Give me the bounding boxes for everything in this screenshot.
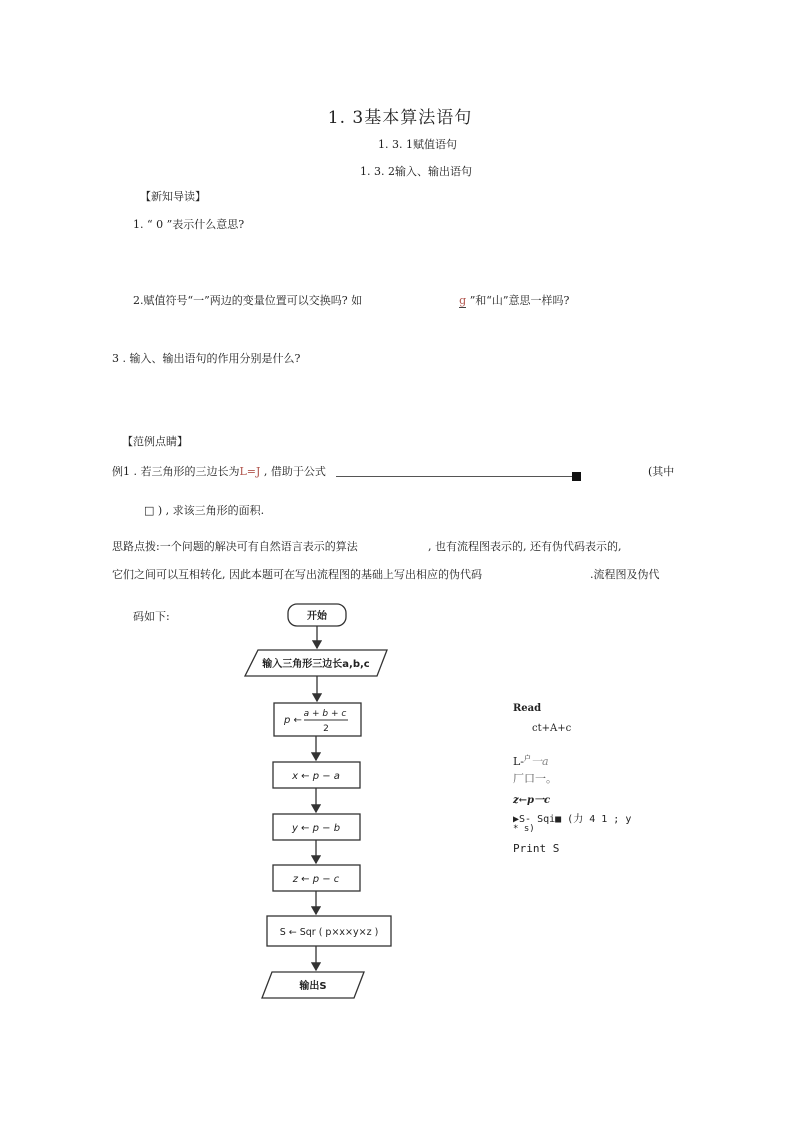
y-label: y ← p − b xyxy=(291,823,341,834)
hint-line-2a: 它们之间可以互相转化, 因此本题可在写出流程图的基础上写出相应的伪代码 xyxy=(112,568,482,581)
question-3: 3 . 输入、输出语句的作用分别是什么? xyxy=(112,352,301,365)
x-label: x ← p − a xyxy=(292,771,340,782)
pseudocode-line-4: 厂口一。 xyxy=(513,772,557,785)
output-label: 输出S xyxy=(299,981,327,992)
pseudocode-line-5: z←p一c xyxy=(513,795,551,806)
document-title: 1. 3基本算法语句 xyxy=(327,108,473,128)
p-numerator: a + b + c xyxy=(303,709,347,719)
subtitle-assignment: 1. 3. 1赋值语句 xyxy=(378,138,457,151)
p-denominator: 2 xyxy=(323,724,329,734)
example-1-red: L=J xyxy=(239,465,261,478)
hint-line-2b: .流程图及伪代 xyxy=(590,568,660,581)
pseudocode-line-6: ▶S- Sqi■ (力 4 1 ; y xyxy=(513,814,632,825)
example-1-text-mid: , 借助于公式 xyxy=(260,465,326,478)
z-label: z ← p − c xyxy=(292,874,340,885)
section-label-examples: 【范例点睛】 xyxy=(122,435,188,448)
s-label: S ← Sqr ( p×x×y×z ) xyxy=(279,927,379,938)
example-1-line2: □ ) , 求该三角形的面积. xyxy=(144,504,265,517)
pseudocode-line-3a: L- xyxy=(513,755,525,768)
p-label-left: p ← xyxy=(284,715,302,726)
section-label-new-knowledge: 【新知导读】 xyxy=(140,190,206,203)
hint-line-3: 码如下: xyxy=(133,610,170,623)
hint-line-1a: 思路点拨:一个问题的解决可有自然语言表示的算法 xyxy=(112,540,358,553)
input-label: 输入三角形三边长a,b,c xyxy=(262,659,370,670)
example-1-end: (其中 xyxy=(648,465,675,478)
start-label: 开始 xyxy=(307,611,327,622)
pseudocode-line-3c: 一a xyxy=(531,755,549,768)
pseudocode-line-2: ct+A+c xyxy=(532,723,572,734)
pseudocode-print: Print S xyxy=(513,842,560,855)
example-1-text: 例1 . 若三角形的三边长为 xyxy=(112,465,240,478)
pseudocode-line-7: * s) xyxy=(513,824,535,834)
pseudocode-line-3 xyxy=(513,753,549,769)
hint-line-1b: , 也有流程图表示的, 还有伪代码表示的, xyxy=(428,540,622,553)
question-2-red-symbol: g xyxy=(459,294,467,307)
question-1: 1. “ 0 ”表示什么意思? xyxy=(133,218,245,231)
pseudocode-read: Read xyxy=(513,703,542,714)
question-2-text: 2.赋值符号“一”两边的变量位置可以交换吗? 如 xyxy=(133,294,363,307)
subtitle-io: 1. 3. 2输入、输出语句 xyxy=(360,165,472,178)
question-2-text-end: ”和“山”意思一样吗? xyxy=(469,294,570,307)
pseudocode-line-3b: 户 xyxy=(524,754,532,763)
